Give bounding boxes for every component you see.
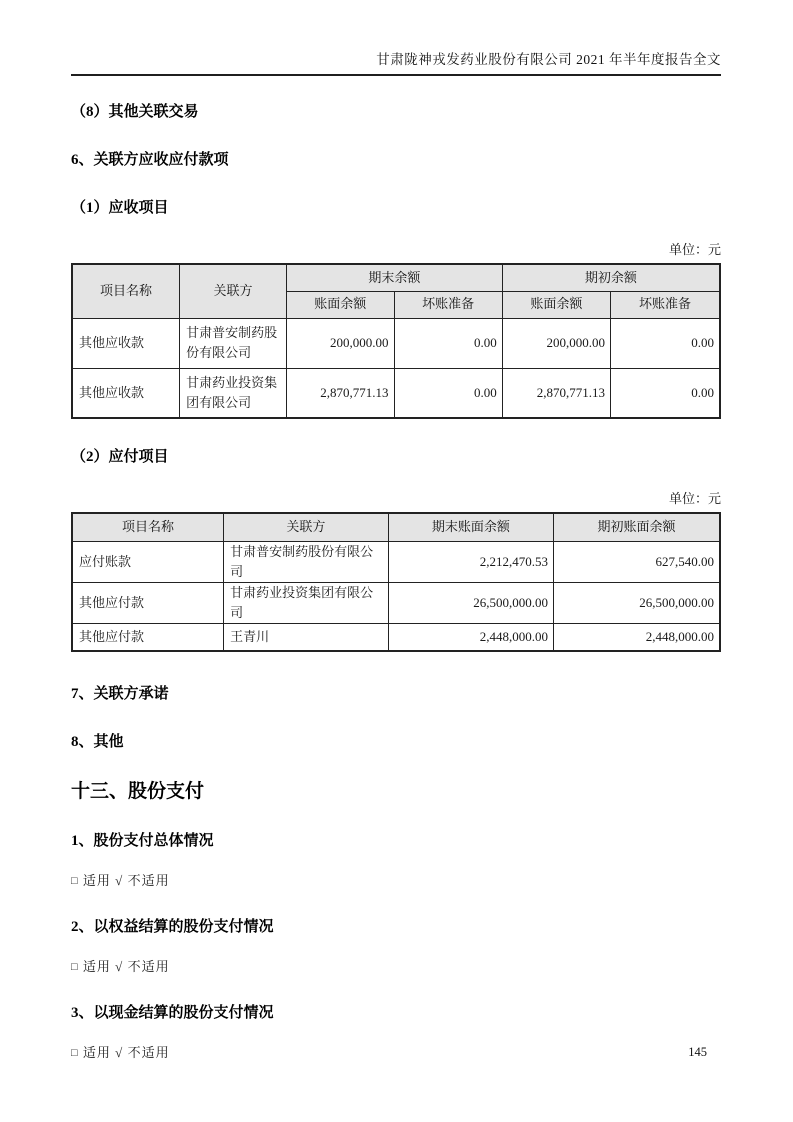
applicability-line [71,1042,721,1061]
payables-header-row [72,513,720,541]
table-row [72,541,720,582]
col-header-related-party: 关联方 [224,513,389,541]
cell-ending-balance: 26,500,000.00 [388,582,553,623]
cell-beg-book-balance: 2,870,771.13 [502,368,610,418]
receivables-header-row-1 [72,264,720,291]
cell-item: 其他应收款 [72,368,180,418]
checkmark-icon: √ [115,958,124,974]
not-applicable-label: 不适用 [127,958,170,974]
cell-beginning-balance: 2,448,000.00 [553,624,720,651]
cell-beginning-balance: 627,540.00 [553,541,720,582]
heading-other-related-transactions: （8）其他关联交易 [71,104,199,120]
checkmark-icon: √ [115,1044,124,1060]
col-header-end-book-balance: 账面余额 [286,291,394,318]
col-header-related-party: 关联方 [180,264,287,318]
page-number: 145 [688,1045,707,1059]
table-row [72,582,720,623]
heading-share-payment-overview: 1、股份支付总体情况 [71,832,214,849]
checkmark-icon: √ [115,872,124,888]
not-applicable-label: 不适用 [127,872,170,888]
cell-ending-balance: 2,448,000.00 [388,624,553,651]
checkbox-unchecked-icon: □ [71,1046,79,1059]
col-header-beginning-balance-group: 期初余额 [502,264,720,291]
report-title: 甘肃陇神戎发药业股份有限公司 2021 年半年度报告全文 [376,52,721,67]
cell-end-book-balance: 200,000.00 [286,318,394,368]
heading-cash-settled: 3、以现金结算的股份支付情况 [71,1004,274,1021]
cell-related-party: 甘肃普安制药股份有限公司 [224,541,389,582]
cell-end-bad-debt: 0.00 [394,368,502,418]
payables-table [71,512,721,652]
unit-label-receivables: 单位：元 [668,242,721,257]
table-row [72,368,720,418]
heading-share-payment: 十三、股份支付 [71,780,205,802]
col-header-end-bad-debt: 坏账准备 [394,291,502,318]
cell-end-book-balance: 2,870,771.13 [286,368,394,418]
cell-end-bad-debt: 0.00 [394,318,502,368]
cell-item: 其他应付款 [72,624,224,651]
col-header-item: 项目名称 [72,264,180,318]
col-header-beg-book-balance: 账面余额 [502,291,610,318]
col-header-ending-book-balance: 期末账面余额 [388,513,553,541]
col-header-beginning-book-balance: 期初账面余额 [553,513,720,541]
checkbox-unchecked-icon: □ [71,874,79,887]
cell-beg-book-balance: 200,000.00 [502,318,610,368]
unit-label-payables: 单位：元 [668,491,721,506]
cell-item: 应付账款 [72,541,224,582]
heading-other: 8、其他 [71,733,124,750]
cell-beg-bad-debt: 0.00 [610,318,720,368]
heading-equity-settled: 2、以权益结算的股份支付情况 [71,918,274,935]
checkbox-unchecked-icon: □ [71,960,79,973]
applicable-label: 适用 [82,1044,111,1060]
col-header-ending-balance-group: 期末余额 [286,264,502,291]
applicable-label: 适用 [82,958,111,974]
heading-related-receivables-payables: 6、关联方应收应付款项 [71,152,229,168]
cell-item: 其他应付款 [72,582,224,623]
col-header-beg-bad-debt: 坏账准备 [610,291,720,318]
receivables-table [71,263,721,419]
applicability-line [71,870,721,889]
cell-related-party: 甘肃普安制药股份有限公司 [180,318,287,368]
cell-related-party: 甘肃药业投资集团有限公司 [180,368,287,418]
cell-related-party: 甘肃药业投资集团有限公司 [224,582,389,623]
table-row [72,318,720,368]
heading-receivable-items: （1）应收项目 [71,200,169,216]
cell-related-party: 王青川 [224,624,389,651]
applicable-label: 适用 [82,872,111,888]
page-header [71,0,721,76]
not-applicable-label: 不适用 [127,1044,170,1060]
col-header-item: 项目名称 [72,513,224,541]
table-row [72,624,720,651]
applicability-line [71,956,721,975]
cell-ending-balance: 2,212,470.53 [388,541,553,582]
heading-related-party-commitments: 7、关联方承诺 [71,685,169,702]
cell-beg-bad-debt: 0.00 [610,368,720,418]
heading-payable-items: （2）应付项目 [71,449,169,465]
cell-item: 其他应收款 [72,318,180,368]
cell-beginning-balance: 26,500,000.00 [553,582,720,623]
